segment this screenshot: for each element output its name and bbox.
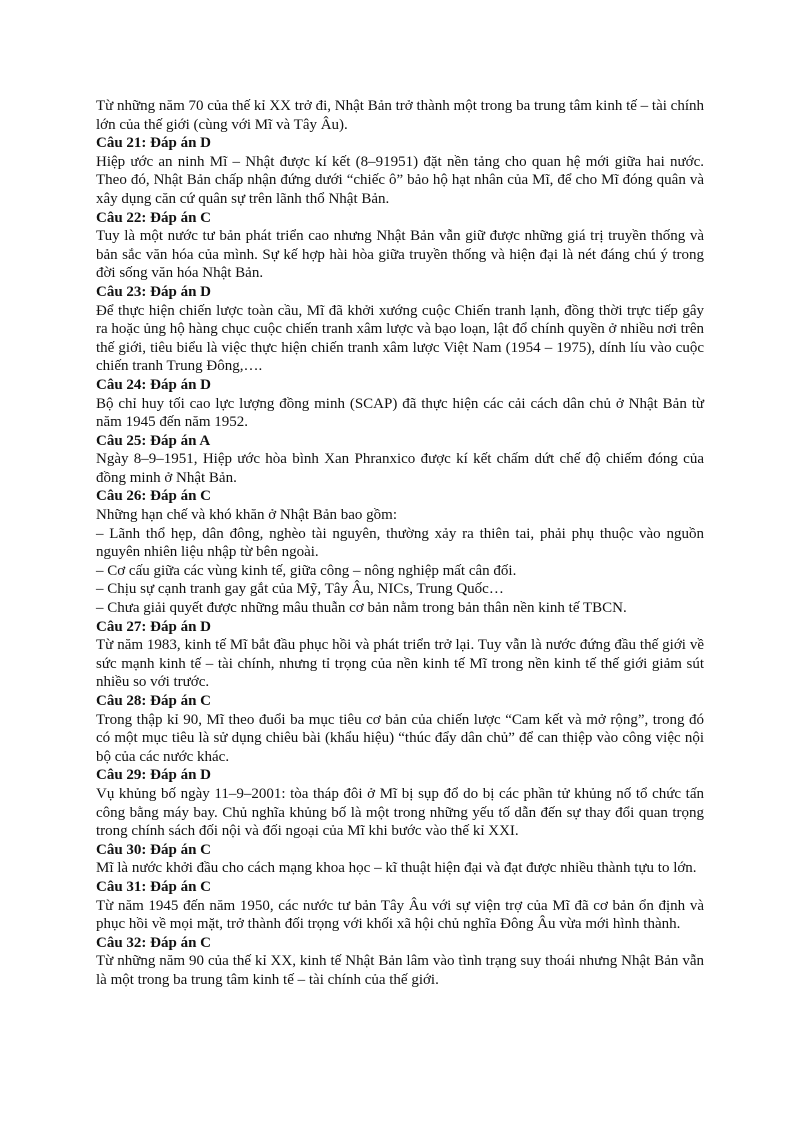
list-item: – Chịu sự cạnh tranh gay gắt của Mỹ, Tây Âu, NICs, Trung Quốc… [96,581,504,598]
answer-text-23: Để thực hiện chiến lược toàn cầu, Mĩ đã khởi xướng cuộc Chiến tranh lạnh, đồng thời trực tiếp gây ra hoặc ủng hộ hàng chục cuộc chiến tranh xâm lược và bạo loạn, lật đổ chính quyền ở nhiều nơi trên thế giới, tiêu biểu là việc thực hiện chiến tranh xâm lược Việt Nam (1954 – 1975), dính líu vào cuộc chiến tranh Trung Đông,…. [96,302,704,375]
answer-text-25: Ngày 8–9–1951, Hiệp ước hòa bình Xan Phranxico được kí kết chấm dứt chế độ chiếm đóng của đồng minh ở Nhật Bản. [96,451,704,486]
list-item: – Cơ cấu giữa các vùng kinh tế, giữa công – nông nghiệp mất cân đối. [96,562,517,579]
answer-heading-22: Câu 22: Đáp án C [96,209,212,226]
answer-heading-29: Câu 29: Đáp án D [96,767,212,784]
answer-text-30: Mĩ là nước khởi đầu cho cách mạng khoa học – kĩ thuật hiện đại và đạt được nhiều thành tựu to lớn. [96,860,697,877]
answer-heading-27: Câu 27: Đáp án D [96,618,212,635]
answer-text-24: Bộ chỉ huy tối cao lực lượng đồng minh (SCAP) đã thực hiện các cải cách dân chủ ở Nhật Bản từ năm 1945 đến năm 1952. [96,395,704,431]
answer-heading-25: Câu 25: Đáp án A [96,432,211,449]
list-item: – Lãnh thổ hẹp, dân đông, nghèo tài nguyên, thường xảy ra thiên tai, phải phụ thuộc vào nguồn nguyên nhiên liệu nhập từ bên ngoài. [96,525,704,561]
answer-text-29: Vụ khủng bố ngày 11–9–2001: tòa tháp đôi ở Mĩ bị sụp đổ do bị các phần tử khủng nố tổ chức tấn công bằng máy bay. Chủ nghĩa khủng bố là một trong những yếu tố dẫn đến sự thay đổi quan trọng trong chính sách đối nội và đối ngoại của Mĩ khi bước vào thế kỉ XXI. [96,785,704,840]
document-page [96,97,704,990]
answer-heading-23: Câu 23: Đáp án D [96,283,212,300]
answer-heading-28: Câu 28: Đáp án C [96,693,212,709]
answer-heading-26: Câu 26: Đáp án C [96,488,212,505]
answer-heading-30: Câu 30: Đáp án C [96,841,212,858]
answer-text-28: Trong thập kỉ 90, Mĩ theo đuổi ba mục tiêu cơ bản của chiến lược “Cam kết và mở rộng”, trong đó có một mục tiêu là sử dụng chiêu bài (khẩu hiệu) “thúc đẩy dân chủ” để can thiệp vào công việc nội bộ của các nước khác. [96,711,704,765]
answer-text-31: Từ năm 1945 đến năm 1950, các nước tư bản Tây Âu với sự viện trợ của Mĩ đã cơ bản ổn định và phục hồi về mọi mặt, trở thành đối trọng với khối xã hội chủ nghĩa Đông Âu vừa mới hình thành. [96,897,704,933]
list-item: – Chưa giải quyết được những mâu thuẫn cơ bản nằm trong bản thân nền kinh tế TBCN. [96,600,627,617]
answer-heading-21: Câu 21: Đáp án D [96,135,212,152]
answer-heading-32: Câu 32: Đáp án C [96,934,212,951]
answer-text-27: Từ năm 1983, kinh tế Mĩ bắt đầu phục hồi và phát triển trở lại. Tuy vẫn là nước đứng đầu thế giới về sức mạnh kinh tế – tài chính, nhưng tỉ trọng của nền kinh tế Mĩ trong nền kinh tế thế giới giảm sút nhiều so với trước. [96,637,704,691]
intro-paragraph: Từ những năm 70 của thế kỉ XX trở đi, Nhật Bản trở thành một trong ba trung tâm kinh tế – tài chính lớn của thế giới (cùng với Mĩ và Tây Âu). [96,98,704,133]
answer-text-22: Tuy là một nước tư bản phát triển cao nhưng Nhật Bản vẫn giữ được những giá trị truyền thống và bản sắc văn hóa của mình. Sự kế hợp hài hòa giữa truyền thống và hiện đại là nét đáng chú ý trong đời sống văn hóa Nhật Bản. [96,228,704,282]
answer-text-32: Từ những năm 90 của thế kỉ XX, kinh tế Nhật Bản lâm vào tình trạng suy thoái nhưng Nhật Bản vẫn là một trong ba trung tâm kinh tế – tài chính của thế giới. [96,953,704,988]
answer-text-21: Hiệp ước an ninh Mĩ – Nhật được kí kết (8–91951) đặt nền tảng cho quan hệ mới giữa hai nước. Theo đó, Nhật Bản chấp nhận đứng dưới “chiếc ô” bảo hộ hạt nhân của Mĩ, để cho Mĩ đóng quân và xây dụng căn cứ quân sự trên lãnh thổ Nhật Bản. [96,153,704,207]
answer-heading-31: Câu 31: Đáp án C [96,878,212,895]
answer-lead-26: Những hạn chế và khó khăn ở Nhật Bản bao gồm: [96,507,397,524]
answer-heading-24: Câu 24: Đáp án D [96,376,212,393]
